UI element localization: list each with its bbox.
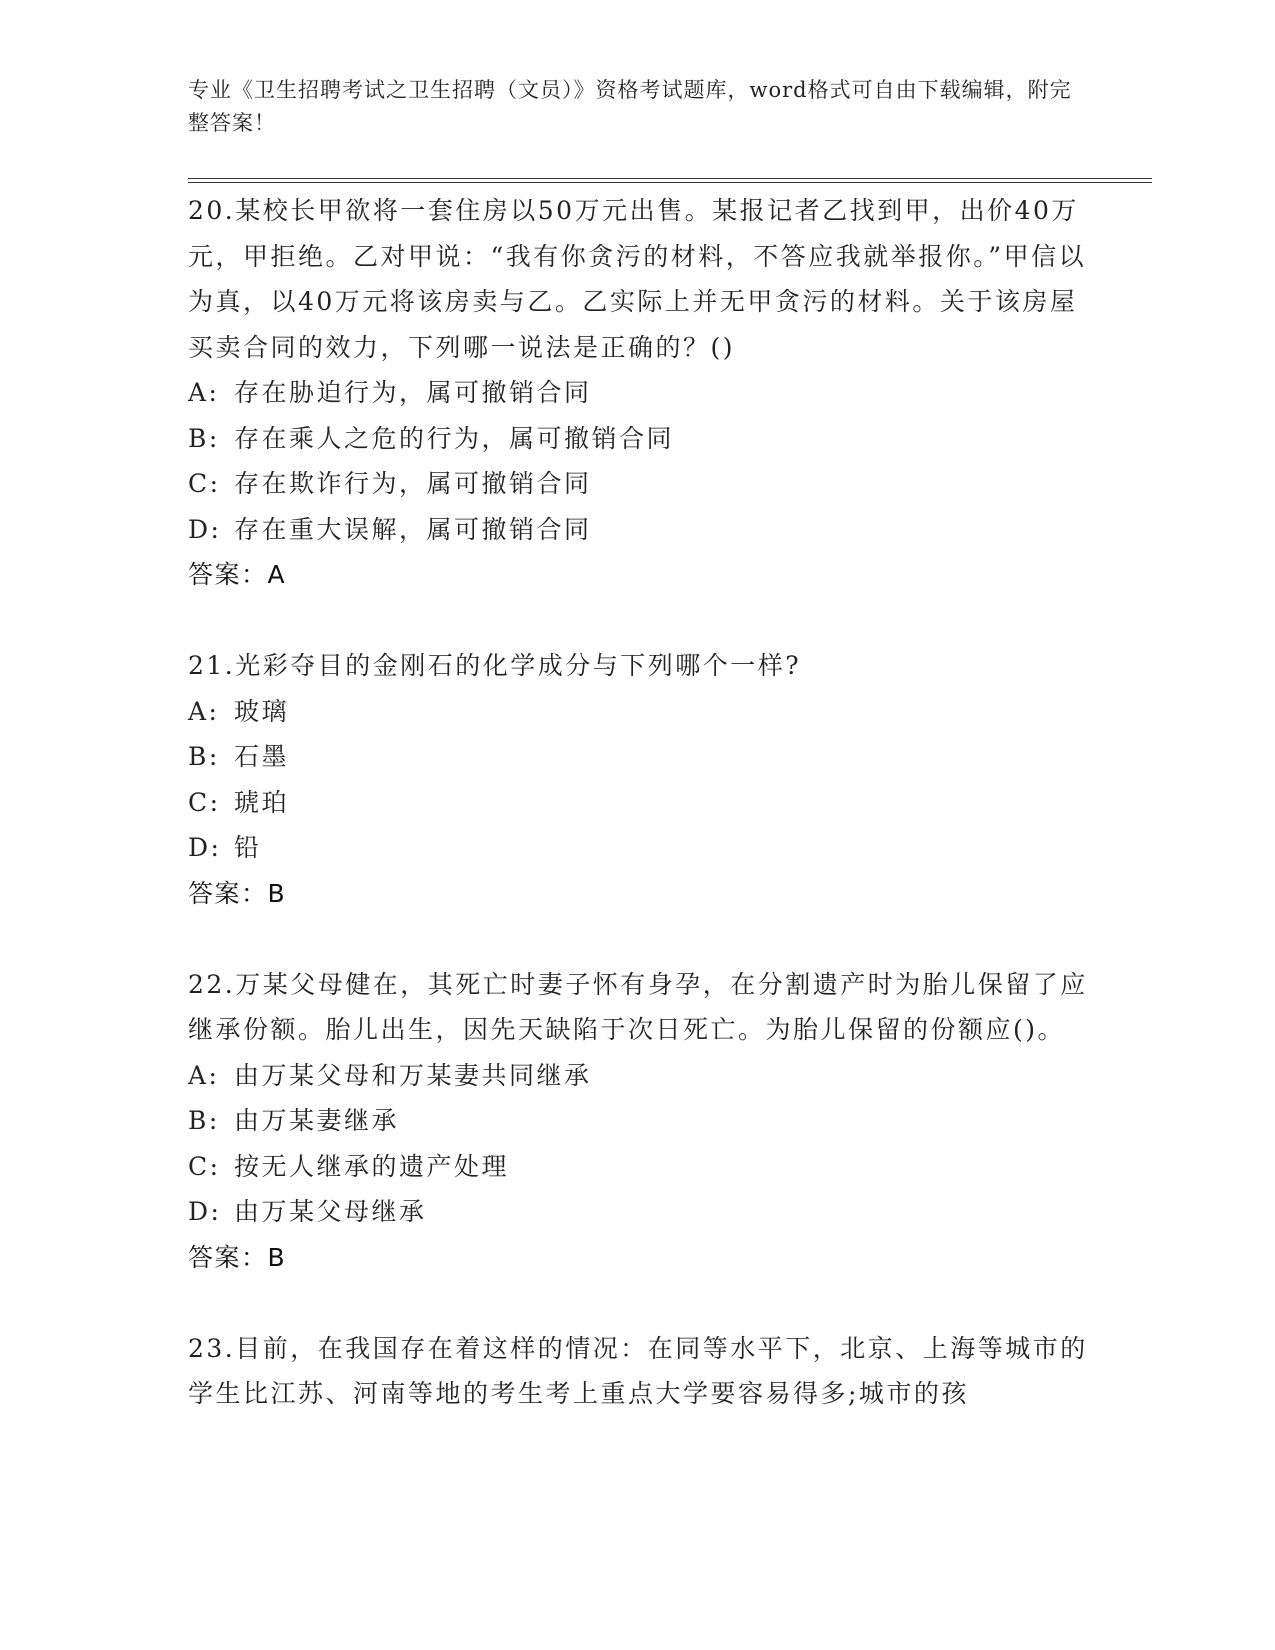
option-a (188, 370, 1088, 416)
option-text: 由万某父母继承 (234, 1197, 427, 1226)
option-text: 存在重大误解，属可撤销合同 (234, 514, 592, 544)
option-letter: A: (188, 1060, 220, 1090)
option-text: 玻璃 (234, 696, 290, 726)
option-letter: D: (188, 514, 222, 544)
question-23 (188, 1326, 1088, 1417)
answer-line: 答案：B (188, 1242, 287, 1272)
question-text: 23.目前，在我国存在着这样的情况：在同等水平下，北京、上海等城市的学生比江苏、河南等地的考生考上重点大学要容易得多;城市的孩 (188, 1333, 1088, 1408)
option-text: 铅 (234, 833, 262, 862)
option-text: 石墨 (234, 742, 290, 771)
header-divider-top (188, 178, 1152, 179)
spacer (188, 916, 1088, 962)
question-list (188, 188, 1088, 1417)
spacer (188, 598, 1088, 644)
option-letter: D: (188, 833, 222, 862)
option-letter: D: (188, 1197, 222, 1226)
header-divider-bottom (188, 182, 1152, 183)
option-d (188, 825, 1088, 871)
question-text: 20.某校长甲欲将一套住房以50万元出售。某报记者乙找到甲，出价40万元，甲拒绝。乙对甲说：“我有你贪污的材料，不答应我就举报你。”甲信以为真，以40万元将该房卖与乙。乙实际上并无甲贪污的材料。关于该房屋买卖合同的效力，下列哪一说法是正确的？() (188, 196, 1087, 362)
question-20 (188, 188, 1088, 598)
question-22 (188, 962, 1088, 1281)
option-c (188, 780, 1088, 826)
option-text: 由万某妻继承 (234, 1106, 400, 1135)
answer-line: 答案：A (188, 560, 287, 589)
option-text: 存在欺诈行为，属可撤销合同 (234, 469, 592, 498)
option-letter: C: (188, 1151, 221, 1181)
document-header: 专业《卫生招聘考试之卫生招聘（文员）》资格考试题库，word格式可自由下载编辑，附完整答案！ (188, 78, 1072, 135)
option-text: 存在胁迫行为，属可撤销合同 (234, 378, 592, 407)
question-text: 21.光彩夺目的金刚石的化学成分与下列哪个一样? (188, 651, 802, 680)
question-text: 22.万某父母健在，其死亡时妻子怀有身孕，在分割遗产时为胎儿保留了应继承份额。胎儿出生，因先天缺陷于次日死亡。为胎儿保留的份额应()。 (188, 969, 1088, 1044)
option-c (188, 1144, 1088, 1190)
option-a (188, 1053, 1088, 1099)
option-text: 由万某父母和万某妻共同继承 (234, 1060, 592, 1090)
option-b (188, 416, 1088, 462)
spacer (188, 1280, 1088, 1326)
option-letter: A: (188, 696, 220, 726)
option-text: 存在乘人之危的行为，属可撤销合同 (234, 423, 675, 453)
option-text: 琥珀 (234, 787, 290, 817)
option-text: 按无人继承的遗产处理 (234, 1151, 510, 1181)
option-letter: B: (188, 1106, 220, 1135)
option-letter: C: (188, 787, 221, 817)
option-c (188, 461, 1088, 507)
option-letter: C: (188, 469, 221, 498)
option-b (188, 1098, 1088, 1144)
option-d (188, 507, 1088, 553)
option-letter: B: (188, 423, 220, 453)
question-21 (188, 643, 1088, 916)
option-a (188, 689, 1088, 735)
option-b (188, 734, 1088, 780)
answer-line: 答案：B (188, 878, 287, 908)
option-letter: B: (188, 742, 220, 771)
option-letter: A: (188, 378, 220, 407)
option-d (188, 1189, 1088, 1235)
